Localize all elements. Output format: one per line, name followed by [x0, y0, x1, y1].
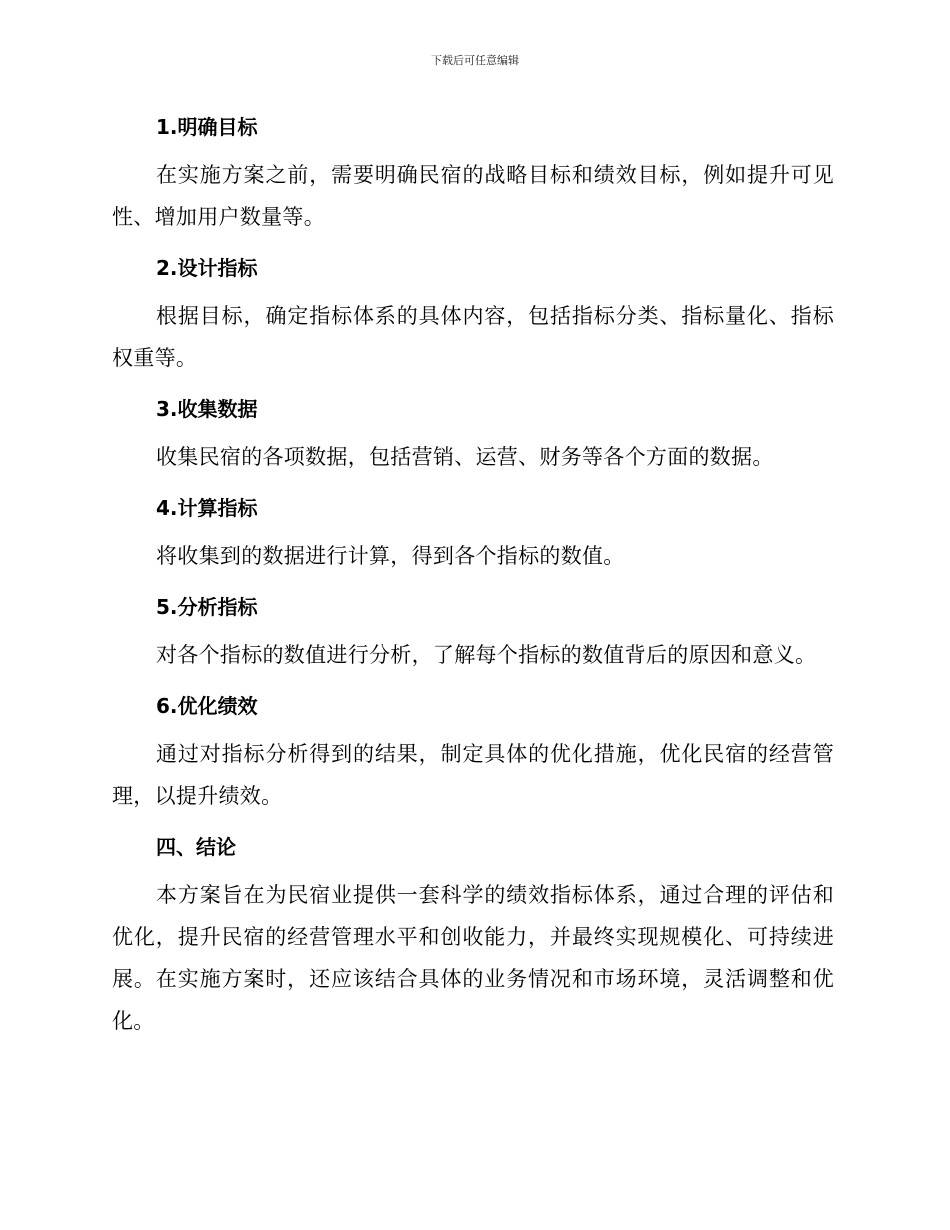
page-header-note: 下载后可任意编辑: [431, 54, 519, 67]
section-paragraph-3: 收集民宿的各项数据，包括营销、运营、财务等各个方面的数据。: [156, 445, 774, 469]
spacer: [112, 866, 834, 874]
spacer: [112, 287, 834, 295]
section-heading-5: 5.分析指标: [156, 595, 258, 619]
spacer: [112, 577, 834, 589]
section-paragraph-4: 将收集到的数据进行计算，得到各个指标的数值。: [156, 544, 625, 568]
section-paragraph-1: 在实施方案之前，需要明确民宿的战略目标和绩效目标，例如提升可见性、增加用户数量等。: [112, 163, 834, 229]
spacer: [112, 676, 834, 688]
section-heading-6: 6.优化绩效: [156, 694, 258, 718]
section-heading-3: 3.收集数据: [156, 397, 258, 421]
section-paragraph-2: 根据目标，确定指标体系的具体内容，包括指标分类、指标量化、指标权重等。: [112, 304, 834, 370]
section-paragraph-conclusion: 本方案旨在为民宿业提供一套科学的绩效指标体系，通过合理的评估和优化，提升民宿的经营管理水平和创收能力，并最终实现规模化、可持续进展。在实施方案时，还应该结合具体的业务情况和市场环境，灵活调整和优化。: [112, 883, 834, 1033]
section-paragraph-5: 对各个指标的数值进行分析，了解每个指标的数值背后的原因和意义。: [156, 643, 817, 667]
section-heading-4: 4.计算指标: [156, 496, 258, 520]
spacer: [112, 478, 834, 490]
section-heading-1: 1.明确目标: [156, 115, 258, 139]
document-body: [112, 109, 834, 1042]
spacer: [112, 379, 834, 391]
section-heading-conclusion: 四、结论: [156, 835, 236, 859]
spacer: [112, 428, 834, 436]
section-heading-2: 2.设计指标: [156, 256, 258, 280]
section-paragraph-6: 通过对指标分析得到的结果，制定具体的优化措施，优化民宿的经营管理，以提升绩效。: [112, 742, 834, 808]
spacer: [112, 817, 834, 829]
spacer: [112, 626, 834, 634]
spacer: [112, 146, 834, 154]
spacer: [112, 527, 834, 535]
spacer: [112, 238, 834, 250]
spacer: [112, 725, 834, 733]
